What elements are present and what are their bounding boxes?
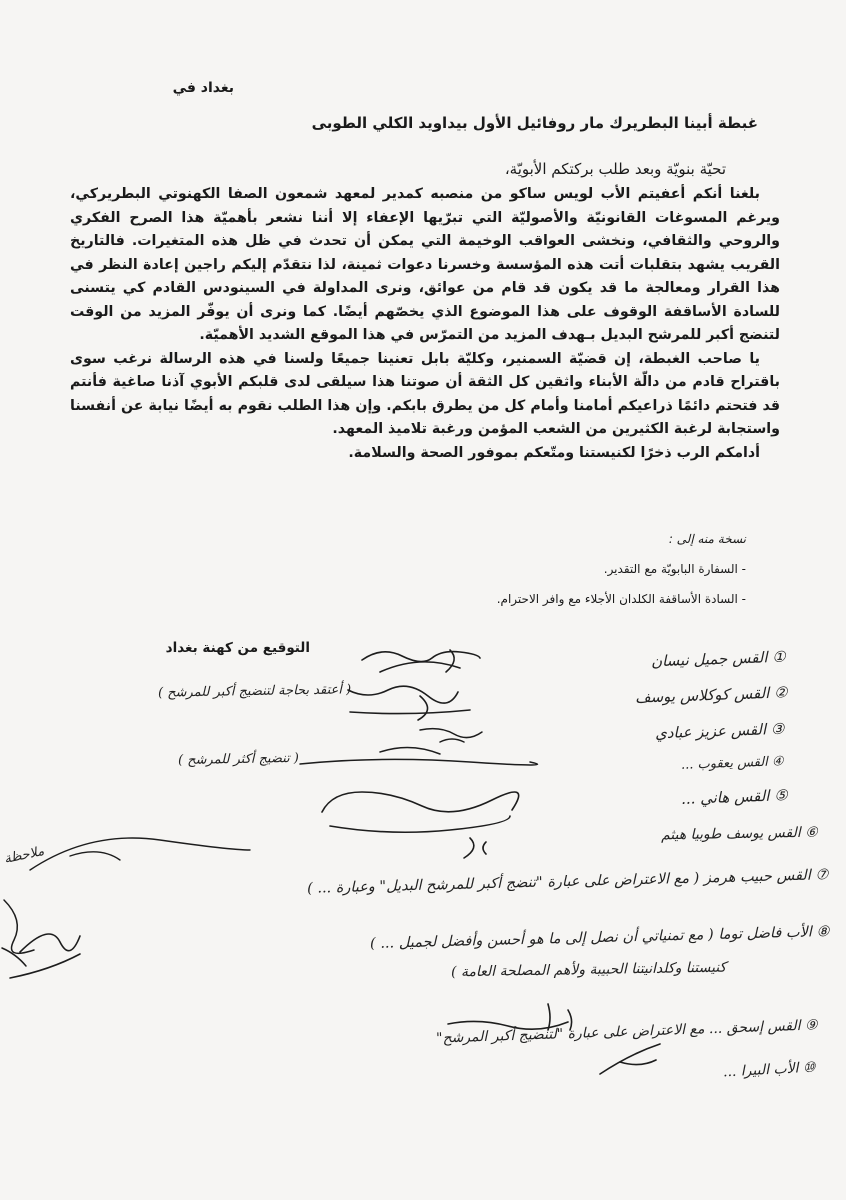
signature-mark-2 (348, 686, 470, 720)
signature-mark-1 (362, 650, 480, 672)
copies-item: - السادة الأساقفة الكلدان الأجلاء مع وافر الاحترام. (496, 592, 746, 606)
greeting-line: تحيّة بنويّة وبعد طلب بركتكم الأبويّة، (504, 160, 726, 178)
priest-signature-entry: ⑤ القس هاني ... (681, 786, 789, 808)
priest-signature-entry: ③ القس عزيز عبادي (654, 719, 785, 743)
copies-heading: نسخة منه إلى : (668, 532, 746, 546)
body-paragraph-2: يا صاحب الغبطة، إن قضيّة السمنير، وكليّة بابل تعنينا جميعًا ولسنا في هذه الرسالة نرغب سوى باقتراح قادم من دالّة الأبناء واثقين كل الثقة أن صوتنا هذا سيلقى لدى قلبكم الأبوي آذنا صاغية فأنتم قد فتحتم دائمًا ذراعيكم أمامنا وأمام كل من يطرق بابكم. وإن هذا الطلب نقوم به أيضًا نيابة عن أنفسنا واستجابة لرغبة الكثيرين من الشعب المؤمن ورغبة تلاميذ المعهد. (70, 350, 780, 437)
handwritten-note: ⑦ القس حبيب هرمز ( مع الاعتراض على عبارة "تنضج أكبر للمرشح البديل" وعبارة ... ) (306, 867, 829, 897)
signatures-title: التوقيع من كهنة بغداد (165, 640, 310, 656)
signature-mark-5 (322, 792, 519, 858)
body-paragraph-1: بلغنا أنكم أعفيتم الأب لويس ساكو من منصبه كمدير لمعهد شمعون الصفا الكهنوتي البطريركي، ويرغم المسوغات القانونيّة والأصوليّة التي تبرّيها الإعفاء إلا أننا نشعر بأهميّة هذا الصرح الفكري والروحي والثقافي، ونخشى العواقب الوخيمة التي يمكن أن تحدث في ظل هذه المتغيرات. فالتاريخ القريب يشهد بتقلبات أتت هذه المؤسسة وخسرنا دعوات ثمينة، لذا نتقدّم إليكم راجين إعادة النظر في هذا القرار ومعالجة ما قد يكون قد قام من عوائق، ونرى المداولة في السينودس القادم كي يتسنى للسادة الأساقفة الوقوف على هذا الموضوع الذي يخصّهم أيضًا. كما ونرى أن يوفّر المزيد من الوقت لتنضج أكبر للمرشح البديل بـهدف المزيد من التمرّس في هذا الموقع الشديد الأهميّة. (70, 186, 780, 343)
signature-mark-6 (30, 838, 250, 870)
place-date-line: بغداد في (172, 80, 234, 96)
signature-mark-4 (300, 747, 538, 765)
body-paragraph-3: أدامكم الرب ذخرًا لكنيستنا ومتّعكم بموفور الصحة والسلامة. (348, 444, 760, 461)
priest-signature-entry: ② القس كوكلاس يوسف (635, 683, 789, 707)
margin-note: ملاحظة (2, 843, 46, 868)
handwritten-note: كنيستنا وكلدانيتنا الحبيبة ولأهم المصلحة العامة ) (450, 959, 727, 981)
signature-mark-7 (2, 900, 34, 966)
priest-signature-entry: ① القس جميل نيسان (651, 647, 787, 671)
signature-mark-9 (448, 1004, 572, 1030)
addressee-line: غبطة أبينا البطريرك مار روفائيل الأول بيداويد الكلي الطوبى (311, 114, 758, 132)
handwritten-note: ⑩ الأب البيرا ... (723, 1059, 817, 1081)
priest-signature-entry: ⑥ القس يوسف طوبيا هيثم (661, 824, 819, 844)
handwritten-note: ( تنضيج أكثر للمرشح ) (177, 750, 300, 769)
handwritten-note: ( أعتقد بحاجة لتنضيج أكبر للمرشح ) (157, 682, 352, 701)
handwritten-note: ⑨ القس إسحق ... مع الاعتراض على عبارة "لتنضيج أكبر المرشح" (436, 1017, 819, 1047)
copies-item: - السفارة البابويّة مع التقدير. (603, 562, 746, 576)
priest-signature-entry: ④ القس يعقوب ... (681, 754, 785, 773)
handwritten-note: ⑧ الأب فاضل توما ( مع تمنياتي أن نصل إلى ما هو أحسن وأفضل لجميل ... ) (370, 923, 831, 953)
signature-mark-10 (600, 1044, 660, 1074)
signature-mark-8 (10, 934, 80, 978)
signature-mark-3 (420, 729, 482, 742)
